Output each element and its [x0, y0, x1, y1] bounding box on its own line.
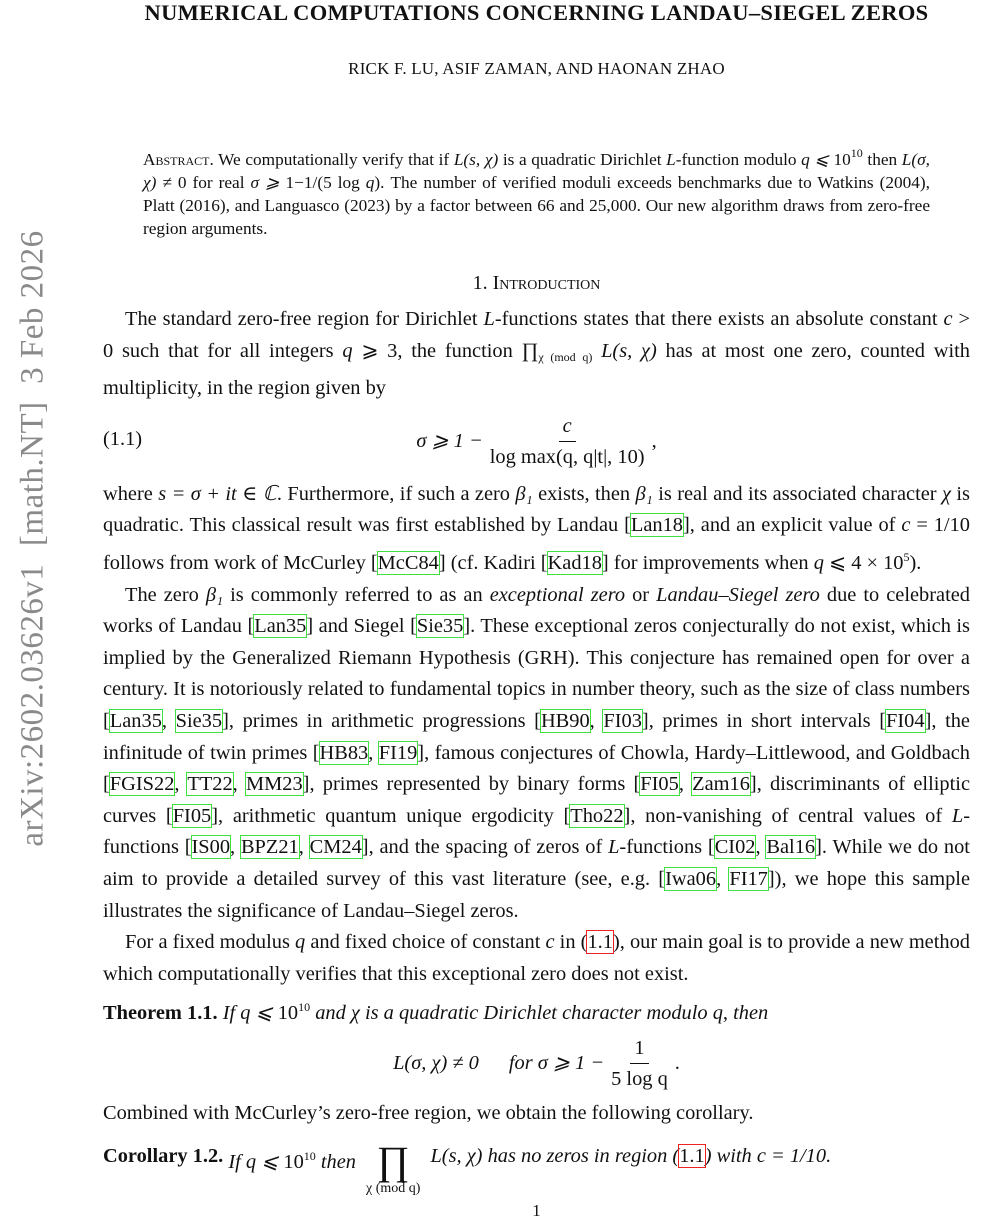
display-lhs: L(σ, χ) ≠ 0 [393, 1052, 479, 1075]
math-inline: c [943, 308, 953, 330]
citation-link[interactable]: Lan35 [254, 615, 307, 638]
corollary-text: 10 [283, 1151, 304, 1174]
text-run: ]. While we do not aim to provide a detailed survey of this vast literature (see, e.g. [ [103, 836, 970, 890]
equation-label: (1.1) [103, 427, 143, 450]
text-run: , [232, 773, 247, 796]
math-inline: L(s, χ) [592, 339, 657, 362]
citation-link[interactable]: McC84 [377, 551, 439, 574]
text-run: ], and an explicit value of [683, 514, 902, 537]
text-run: Combined with McCurley’s zero-free region, we obtain the following corollary. [103, 1101, 754, 1124]
math-inline: s = σ + it ∈ ℂ [158, 482, 277, 505]
math-inline: q [295, 931, 306, 954]
text-run: , [368, 741, 379, 764]
citation-link[interactable]: Zam16 [692, 773, 750, 796]
citation-link[interactable]: Sie35 [175, 709, 223, 732]
text-run: ], discriminants of elliptic curves [ [103, 773, 970, 827]
citation-link[interactable]: Bal16 [766, 836, 816, 859]
page-number: 1 [532, 1201, 541, 1221]
citation-link[interactable]: BPZ21 [240, 836, 299, 859]
citation-link[interactable]: TT22 [187, 773, 233, 796]
text-run: ], famous conjectures of Chowla, Hardy–Littlewood, and Goldbach [ [103, 741, 970, 796]
citation-link[interactable]: Tho22 [570, 804, 624, 827]
text-run: 0 for real [177, 173, 251, 192]
corollary-text: If q ⩽ [223, 1151, 284, 1174]
abstract-text [143, 146, 930, 238]
text-run: ] for improvements when [601, 551, 814, 574]
text-run: -function modulo [675, 150, 802, 169]
corollary-text: then [315, 1151, 357, 1174]
text-run: 10 [277, 1002, 299, 1025]
text-run: , [678, 773, 693, 796]
text-run: We computationally verify that if [213, 150, 454, 169]
corollary-text: ) with c = 1/10. [704, 1145, 832, 1168]
text-run: , [298, 836, 310, 859]
text-run: , [755, 836, 767, 859]
math-inline: q ⩽ [801, 150, 834, 169]
theorem-display [103, 1030, 970, 1098]
text-run: The zero [125, 583, 206, 606]
text-run: For a fixed modulus [125, 931, 296, 954]
citation-link[interactable]: IS00 [191, 836, 231, 859]
text-run: ]), we hope this sample illustrates the significance of Landau–Siegel zeros. [103, 867, 970, 922]
paragraph-3 [103, 580, 970, 928]
text-run: in ( [554, 931, 588, 954]
text-run: The standard zero-free region for Dirichlet [125, 308, 484, 330]
citation-link[interactable]: FI05 [640, 773, 679, 796]
page-content [103, 0, 970, 1221]
text-run: and fixed choice of constant [305, 931, 546, 954]
product-subscript: χ (mod q) [366, 1181, 421, 1197]
text-run: ⩽ 4 × 10 [823, 551, 904, 574]
arxiv-stamp: arXiv:2602.03626v1 [math.NT] 3 Feb 2026 [14, 230, 51, 847]
abstract [143, 142, 930, 240]
text-run: ], non-vanishing of central values of [623, 804, 952, 827]
text-run: , [161, 709, 176, 732]
paragraph-1 [103, 304, 970, 405]
text-run: is quadratic. This classical result was first established by Landau [ [103, 482, 970, 537]
denominator: log max(q, q|t|, 10) [489, 446, 645, 469]
text-run: -functions [ [103, 804, 970, 859]
equation-lhs: σ ⩾ 1 − [416, 429, 483, 452]
authors: RICK F. LU, ASIF ZAMAN, AND HAONAN ZHAO [348, 59, 725, 78]
superscript: 5 [903, 549, 910, 564]
numerator: 1 [630, 1033, 648, 1064]
emphasis: and χ is a quadratic Dirichlet character modulo q, then [310, 1002, 769, 1025]
text-run: ], primes represented by binary forms [ [302, 773, 641, 796]
math-inline: χ [941, 482, 951, 505]
section-heading [103, 270, 970, 296]
text-run: ], arithmetic quantum unique ergodicity [ [211, 804, 571, 827]
corollary-text: L(s, χ) has no zeros in region ( [430, 1145, 680, 1168]
math-inline: σ ⩾ [250, 173, 286, 192]
text-run: is real and its associated character [652, 482, 942, 505]
text-run: ], and the spacing of zeros of [361, 836, 609, 859]
text-run: exists, then [532, 482, 636, 505]
citation-link[interactable]: Lan18 [630, 514, 683, 537]
equation-1-1 [103, 405, 970, 479]
citation-link[interactable]: Kad18 [547, 551, 602, 574]
paragraph-4 [103, 927, 970, 990]
theorem-label: Theorem 1.1. [103, 1002, 218, 1025]
text-run: , [230, 836, 241, 859]
emphasis: If q ⩽ [217, 1002, 278, 1025]
product-symbol: ∏ [376, 1138, 410, 1184]
text-run: ]. These exceptional zeros conjecturally do not exist, which is implied by the Generalized Riemann Hypothesis (GRH). This conjecture has remained open for over a century. It is notoriously related to fundamental topics in number theory, such as the size of class numbers [ [103, 615, 970, 732]
paragraph-5-text [103, 1098, 970, 1130]
math-inline: c [901, 514, 911, 537]
text-run: ], primes in short intervals [ [641, 709, 887, 732]
citation-link[interactable]: FI04 [886, 709, 925, 732]
citation-link[interactable]: Iwa06 [665, 867, 717, 890]
math-inline: L [608, 836, 620, 859]
section-title: 1. Introduction [472, 272, 601, 294]
citation-link[interactable]: FGIS22 [109, 773, 175, 796]
citation-link[interactable]: FI19 [378, 741, 418, 764]
display-trail: . [674, 1052, 680, 1075]
citation-link[interactable]: FI03 [603, 709, 642, 732]
math-inline: q [365, 173, 375, 192]
text-run: ] (cf. Kadiri [ [438, 551, 548, 574]
text-run: 1−1/(5 log [285, 173, 366, 192]
text-run: is commonly referred to as an [223, 583, 490, 606]
text-run: = 1/10 follows from work of McCurley [ [103, 514, 970, 574]
text-run: ], primes in arithmetic progressions [ [222, 709, 541, 732]
text-run: , [589, 709, 604, 732]
citation-link[interactable]: Sie35 [416, 615, 464, 638]
text-run: ), our main goal is to provide a new method which computationally verifies that this exceptional zero does not exist. [103, 931, 970, 985]
corollary-label: Corollary 1.2. [103, 1145, 224, 1168]
paper-title: NUMERICAL COMPUTATIONS CONCERNING LANDAU–SIEGEL ZEROS [144, 0, 929, 25]
superscript: 10 [850, 146, 863, 160]
equation-ref-link[interactable]: 1.1 [587, 931, 613, 954]
abstract-label: Abstract. [143, 150, 214, 169]
equation-ref-link[interactable]: 1.1 [679, 1145, 705, 1168]
theorem-1-1 [103, 992, 970, 1098]
text-run: ], the infinitude of twin primes [ [103, 709, 970, 764]
text-run: ). [909, 551, 922, 574]
corollary-1-2 [103, 1138, 970, 1197]
math-inline: β₁ [515, 482, 533, 505]
math-inline: L [666, 150, 676, 169]
superscript: 10 [298, 1000, 311, 1015]
display-condition: for σ ⩾ 1 − [508, 1052, 605, 1075]
subscript: χ (mod q) [538, 349, 593, 364]
text-run: -functions states that there exists an absolute constant [494, 308, 944, 330]
text-run: . Furthermore, if such a zero [276, 482, 516, 505]
citation-link[interactable]: HB90 [540, 709, 590, 732]
text-run: , [174, 773, 188, 796]
text-run: > 0 such that for all integers [103, 308, 970, 362]
text-run: or [625, 583, 657, 606]
text-run: is a quadratic Dirichlet [498, 150, 667, 169]
citation-link[interactable]: MM23 [246, 773, 303, 796]
text-run: , [716, 867, 730, 890]
theorem-statement [218, 1002, 769, 1024]
intro-body [103, 304, 970, 990]
numerator: c [559, 411, 576, 442]
math-inline: c [545, 931, 555, 954]
math-inline: q [813, 551, 824, 574]
math-inline: L(s, χ) [453, 150, 499, 169]
citation-link[interactable]: CI02 [714, 836, 756, 859]
text-run: ] and Siegel [ [306, 615, 417, 638]
fraction [607, 1033, 672, 1094]
text-run: -functions [ [619, 836, 715, 859]
text-run: due to celebrated works of Landau [ [103, 583, 971, 638]
product-operator [366, 1138, 421, 1197]
text-run: ⩾ 3, the function ∏ [352, 339, 539, 362]
equation-trail: , [651, 429, 657, 452]
superscript: 10 [303, 1149, 316, 1164]
emphasis: exceptional zero [489, 583, 626, 606]
math-inline: β₁ [635, 482, 653, 505]
text-run: then [862, 150, 902, 169]
citation-link[interactable]: FI17 [729, 867, 768, 890]
citation-link[interactable]: Lan35 [109, 709, 162, 732]
math-inline: q [342, 339, 353, 362]
paragraph-5 [103, 1098, 970, 1130]
paragraph-2 [103, 479, 970, 580]
citation-link[interactable]: HB83 [319, 741, 369, 764]
emphasis: Landau–Siegel zero [656, 583, 820, 606]
math-inline: L [951, 804, 964, 827]
text-run: where [103, 482, 159, 505]
math-inline: β₁ [205, 583, 224, 606]
math-inline: L [483, 308, 495, 330]
text-run: has at most one zero, counted with multiplicity, in the region given by [103, 339, 970, 400]
text-run: 10 [833, 150, 851, 169]
fraction [486, 411, 649, 472]
math-inline: L(σ, χ) ≠ [143, 150, 930, 192]
citation-link[interactable]: CM24 [309, 836, 362, 859]
text-run: ). The number of verified moduli exceeds benchmarks due to Watkins (2004), Platt (2016), and Languasco (2023) by a factor between 66 and 25,000. Our new algorithm draws from zero-free region arguments. [143, 173, 930, 238]
denominator: 5 log q [611, 1068, 668, 1091]
citation-link[interactable]: FI05 [172, 804, 212, 827]
